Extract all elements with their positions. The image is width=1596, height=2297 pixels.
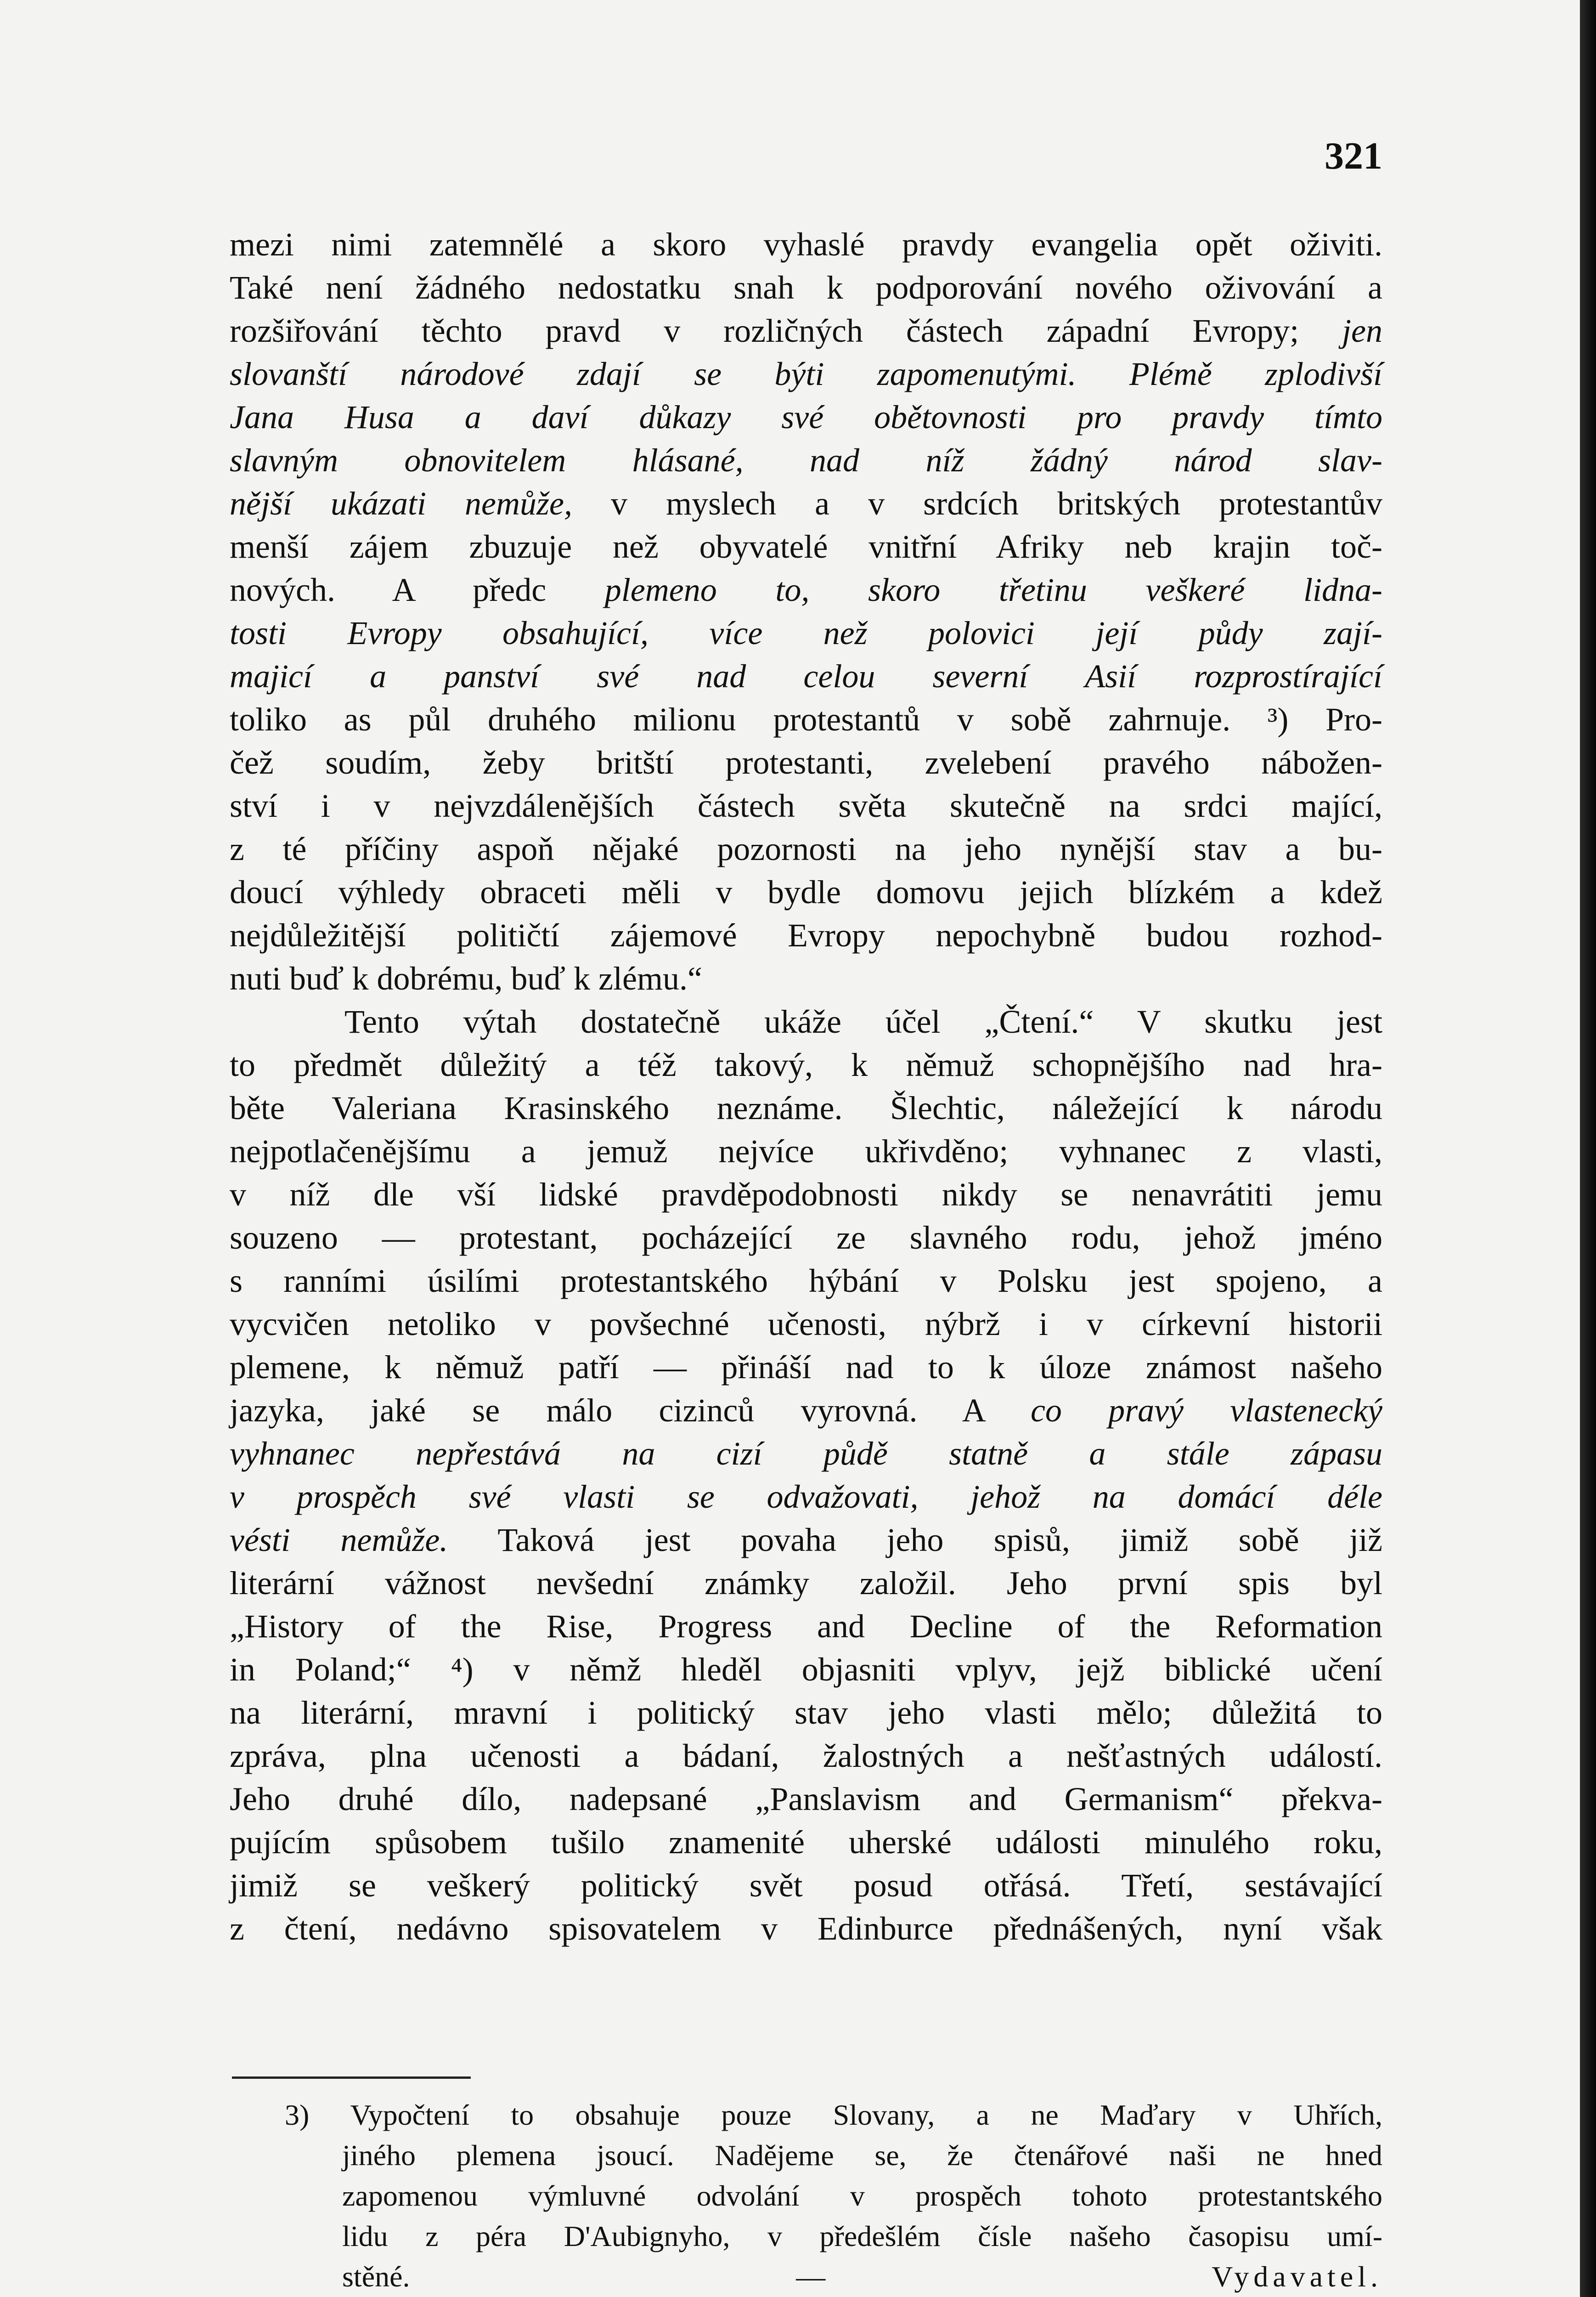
text-line xyxy=(230,1432,1382,1475)
page-number: 321 xyxy=(1325,135,1382,177)
text-segment: s ranními úsilími protestantského hýbání v Polsku jest spojeno, a xyxy=(230,1262,1382,1299)
text-segment: doucí výhledy obraceti měli v bydle domovu jejich blízkém a kdež xyxy=(230,874,1382,911)
text-segment: čež soudím, žeby britští protestanti, zvelebení pravého nábožen- xyxy=(230,744,1382,781)
text-line xyxy=(230,1691,1382,1734)
text-segment: plemene, k němuž patří — přináší nad to k úloze známost našeho xyxy=(230,1349,1382,1386)
text-segment: mezi nimi zatemnělé a skoro vyhaslé pravdy evangelia opět oživiti. xyxy=(230,226,1382,263)
editor-signature: Vydavatel. xyxy=(1212,2260,1382,2293)
text-segment: Tento výtah dostatečně ukáže účel „Čtení.“ V skutku jest xyxy=(344,1003,1382,1040)
text-line xyxy=(230,611,1382,655)
text-segment: ství i v nejvzdálenějších částech světa skutečně na srdci mající, xyxy=(230,787,1382,824)
text-segment: nových. A předc xyxy=(230,571,605,608)
footnote-text: lidu z péra D'Aubignyho, v předešlém čísle našeho časopisu umí- xyxy=(342,2220,1382,2252)
main-text xyxy=(230,223,1382,2042)
footnote-text: jiného plemena jsoucí. Nadějeme se, že čtenářové naši ne hned xyxy=(342,2139,1382,2172)
text-line xyxy=(230,1777,1382,1821)
text-line xyxy=(230,827,1382,871)
footnote-line xyxy=(285,2257,1382,2297)
text-segment: to předmět důležitý a též takový, k němuž schopnějšího nad hra- xyxy=(230,1047,1382,1083)
text-line xyxy=(230,1518,1382,1562)
text-line xyxy=(230,266,1382,309)
text-segment: v myslech a v srdcích britských protestantův xyxy=(572,485,1382,522)
text-line xyxy=(230,1389,1382,1432)
text-line xyxy=(230,871,1382,914)
text-segment: Taková jest povaha jeho spisů, jimiž sobě již xyxy=(448,1522,1382,1558)
text-segment: vycvičen netoliko v povšechné učenosti, nýbrž i v církevní historii xyxy=(230,1306,1382,1342)
text-line xyxy=(230,1907,1382,1950)
text-segment: souzeno — protestant, pocházející ze slavného rodu, jehož jméno xyxy=(230,1219,1382,1256)
scan-edge xyxy=(1580,0,1596,2297)
text-segment: běte Valeriana Krasinského neznáme. Šlechtic, náležející k národu xyxy=(230,1090,1382,1126)
text-line xyxy=(230,568,1382,611)
text-segment: z té příčiny aspoň nějaké pozornosti na jeho nynější stav a bu- xyxy=(230,831,1382,867)
text-segment: nejdůležitější političtí zájemové Evropy nepochybně budou rozhod- xyxy=(230,917,1382,954)
text-line xyxy=(230,1173,1382,1216)
text-segment: in Poland;“ ⁴) v němž hleděl objasniti vplyv, jejž biblické učení xyxy=(230,1651,1382,1688)
text-line xyxy=(230,309,1382,352)
footnote-line xyxy=(285,2135,1382,2176)
footnote-line xyxy=(285,2216,1382,2257)
text-line xyxy=(230,396,1382,439)
footnote-line xyxy=(285,2176,1382,2216)
italic-text: slavným obnovitelem hlásané, nad níž žádný národ slav- xyxy=(230,442,1382,479)
text-segment: Také není žádného nedostatku snah k podporování nového oživování a xyxy=(230,269,1382,306)
text-line xyxy=(230,1648,1382,1691)
text-line xyxy=(230,1086,1382,1130)
text-segment: zpráva, plna učenosti a bádaní, žalostných a nešťastných událostí. xyxy=(230,1737,1382,1774)
italic-text: nější ukázati nemůže, xyxy=(230,485,572,522)
text-line xyxy=(230,1000,1382,1043)
italic-text: v prospěch své vlasti se odvažovati, jehož na domácí déle xyxy=(230,1478,1382,1515)
text-line xyxy=(230,1475,1382,1518)
footnotes xyxy=(285,2095,1382,2297)
text-line xyxy=(230,1346,1382,1389)
text-segment: literární vážnost nevšední známky založil. Jeho první spis byl xyxy=(230,1565,1382,1601)
text-line xyxy=(230,352,1382,396)
text-segment: nuti buď k dobrému, buď k zlému.“ xyxy=(230,960,702,997)
text-segment: na literární, mravní i politický stav jeho vlasti mělo; důležitá to xyxy=(230,1694,1382,1731)
text-segment: nejpotlačenějšímu a jemuž nejvíce ukřivděno; vyhnanec z vlasti, xyxy=(230,1133,1382,1170)
text-line xyxy=(230,439,1382,482)
text-line xyxy=(230,914,1382,957)
text-line xyxy=(230,482,1382,525)
footnote-text: zapomenou výmluvné odvolání v prospěch tohoto protestantského xyxy=(342,2179,1382,2212)
text-line xyxy=(230,655,1382,698)
text-line xyxy=(230,741,1382,784)
italic-text: co pravý vlastenecký xyxy=(1030,1392,1382,1429)
text-segment: „History of the Rise, Progress and Decline of the Reformation xyxy=(230,1608,1382,1645)
text-line xyxy=(230,1864,1382,1907)
italic-text: slovanští národové zdají se býti zapomenutými. Plémě zplodivší xyxy=(230,356,1382,392)
text-line xyxy=(230,1130,1382,1173)
text-segment: menší zájem zbuzuje než obyvatelé vnitřní Afriky neb krajin toč- xyxy=(230,528,1382,565)
italic-text: jen xyxy=(1342,312,1382,349)
text-line xyxy=(230,525,1382,568)
text-segment: v níž dle vší lidské pravděpodobnosti nikdy se nenavrátiti jemu xyxy=(230,1176,1382,1213)
italic-text: plemeno to, skoro třetinu veškeré lidna- xyxy=(604,571,1382,608)
italic-text: Jana Husa a daví důkazy své obětovnosti pro pravdy tímto xyxy=(230,399,1382,436)
italic-text: tosti Evropy obsahující, více než polovici její půdy zají- xyxy=(230,615,1382,651)
text-line xyxy=(230,223,1382,266)
text-line xyxy=(230,957,1382,1000)
footnote-text: 3) Vypočtení to obsahuje pouze Slovany, a ne Maďary v Uhřích, xyxy=(285,2099,1382,2131)
footnote-text: stěné. — xyxy=(342,2260,826,2293)
text-line xyxy=(230,1043,1382,1086)
text-segment: jazyka, jaké se málo cizinců vyrovná. A xyxy=(230,1392,1031,1429)
footnote-separator xyxy=(232,2076,471,2079)
text-line xyxy=(230,1821,1382,1864)
text-line xyxy=(230,1216,1382,1259)
italic-text: vyhnanec nepřestává na cizí půdě statně a stále zápasu xyxy=(230,1435,1382,1472)
text-line xyxy=(230,698,1382,741)
italic-text: majicí a panství své nad celou severní Asií rozprostírající xyxy=(230,658,1382,695)
text-segment: Jeho druhé dílo, nadepsané „Panslavism and Germanism“ překva- xyxy=(230,1781,1382,1817)
text-segment: pujícím spůsobem tušilo znamenité uherské události minulého roku, xyxy=(230,1824,1382,1861)
text-line xyxy=(230,1605,1382,1648)
text-line xyxy=(230,1734,1382,1777)
italic-text: vésti nemůže. xyxy=(230,1522,448,1558)
text-line xyxy=(230,784,1382,827)
text-segment: jimiž se veškerý politický svět posud otřásá. Třetí, sestávající xyxy=(230,1867,1382,1904)
text-segment: toliko as půl druhého milionu protestantů v sobě zahrnuje. ³) Pro- xyxy=(230,701,1382,738)
text-line xyxy=(230,1562,1382,1605)
text-line xyxy=(230,1259,1382,1302)
footnote-line xyxy=(285,2095,1382,2135)
text-segment: rozšiřování těchto pravd v rozličných částech západní Evropy; xyxy=(230,312,1342,349)
text-line xyxy=(230,1302,1382,1346)
text-segment: z čtení, nedávno spisovatelem v Edinburce přednášených, nyní však xyxy=(230,1910,1382,1947)
